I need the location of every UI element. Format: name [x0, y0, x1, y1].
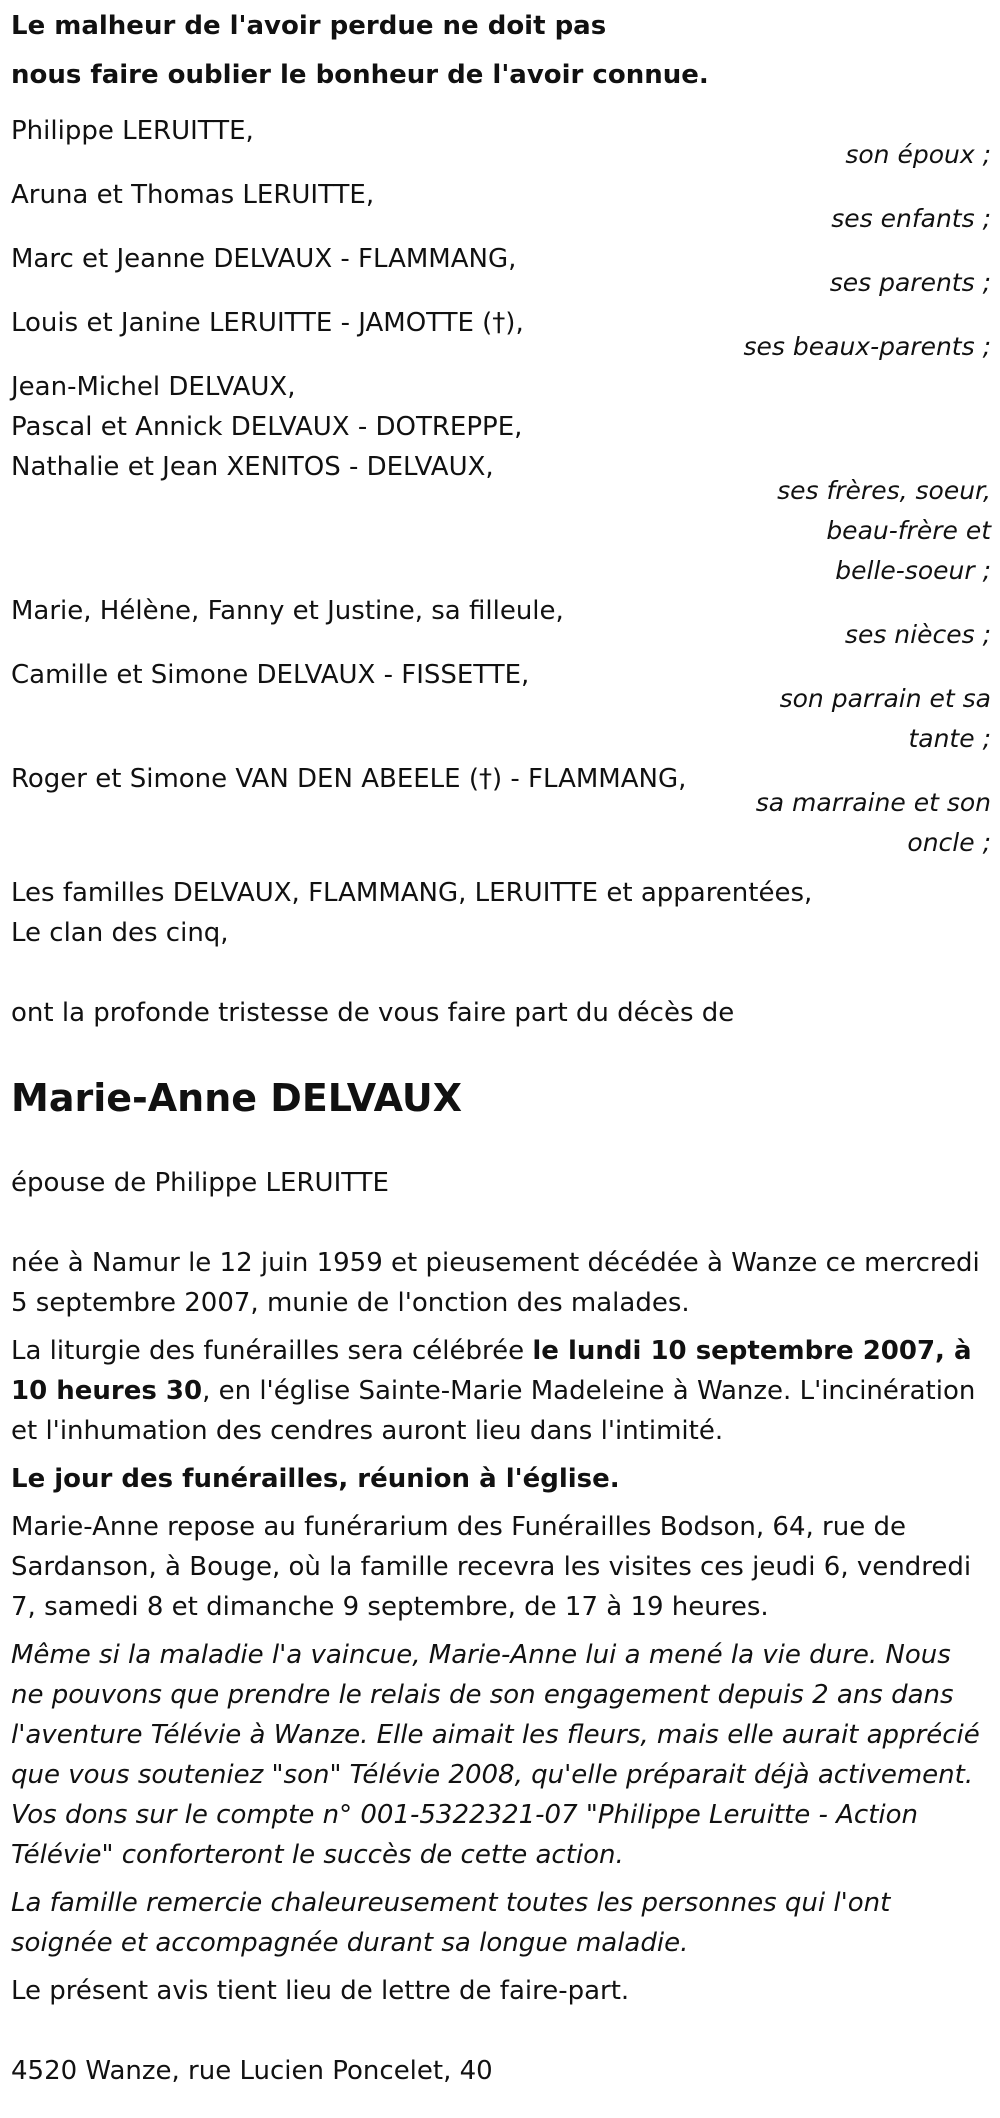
family-name-line: Pascal et Annick DELVAUX - DOTREPPE,: [11, 412, 523, 442]
address: 4520 Wanze, rue Lucien Poncelet, 40: [11, 2056, 493, 2086]
family-row: [11, 111, 991, 175]
family-role-line: ses parents ;: [829, 268, 991, 297]
epigraph: [11, 2, 991, 100]
family-role-line: belle-soeur ;: [835, 556, 991, 585]
thanks-paragraph: La famille remercie chaleureusement toutes les personnes qui l'ont soignée et accompagnée durant sa longue maladie.: [11, 1888, 891, 1958]
family-role: [721, 679, 991, 759]
family-name-line: Roger et Simone VAN DEN ABEELE (†) - FLAMMANG,: [11, 764, 687, 794]
epigraph-line: nous faire oublier le bonheur de l'avoir connue.: [11, 60, 709, 90]
family-role: [721, 615, 991, 655]
family-list: [11, 111, 991, 863]
family-name-line: Camille et Simone DELVAUX - FISSETTE,: [11, 660, 530, 690]
liturgy-text: , en l'église Sainte-Marie Madeleine à Wanze. L'incinération et l'inhumation des cendres auront lieu dans l'intimité.: [11, 1376, 976, 1446]
extended-family-line: Les familles DELVAUX, FLAMMANG, LERUITTE et apparentées,: [11, 878, 813, 908]
family-role-line: tante ;: [908, 724, 991, 753]
family-name-line: Philippe LERUITTE,: [11, 116, 254, 146]
family-role: [721, 263, 991, 303]
spouse-line: épouse de Philippe LERUITTE: [11, 1168, 389, 1198]
family-role: [681, 783, 991, 863]
family-name-line: Jean-Michel DELVAUX,: [11, 372, 296, 402]
family-row: [11, 759, 991, 863]
birth-death-paragraph: née à Namur le 12 juin 1959 et pieusement décédée à Wanze ce mercredi 5 septembre 2007, munie de l'onction des malades.: [11, 1248, 980, 1318]
family-row: [11, 367, 991, 591]
family-name-line: Nathalie et Jean XENITOS - DELVAUX,: [11, 452, 494, 482]
family-role: [721, 199, 991, 239]
liturgy-text: La liturgie des funérailles sera célébrée: [11, 1336, 533, 1366]
family-role-line: ses enfants ;: [831, 204, 991, 233]
family-name-line: Marc et Jeanne DELVAUX - FLAMMANG,: [11, 244, 517, 274]
visitation-paragraph: Marie-Anne repose au funérarium des Funérailles Bodson, 64, rue de Sardanson, à Bouge, où la famille recevra les visites ces jeudi 6, vendredi 7, samedi 8 et dimanche 9 septembre, de 17 à 19 heures.: [11, 1512, 972, 1622]
extended-family: [11, 873, 991, 953]
family-row: [11, 655, 991, 759]
family-name-line: Louis et Janine LERUITTE - JAMOTTE (†),: [11, 308, 524, 338]
family-role: [721, 471, 991, 591]
announcement: ont la profonde tristesse de vous faire part du décès de: [11, 998, 735, 1028]
family-role-line: ses frères, soeur,: [777, 476, 991, 505]
family-role-line: beau-frère et: [826, 516, 991, 545]
family-role: [721, 135, 991, 175]
family-role-line: sa marraine et son: [755, 788, 991, 817]
deceased-name: Marie-Anne DELVAUX: [11, 1076, 462, 1120]
family-role-line: oncle ;: [907, 828, 991, 857]
family-role-line: son parrain et sa: [779, 684, 991, 713]
family-role-line: ses beaux-parents ;: [743, 332, 991, 361]
family-names: [11, 367, 991, 487]
family-name-line: Aruna et Thomas LERUITTE,: [11, 180, 375, 210]
liturgy-date: le lundi 10 septembre 2007, à 10 heures 30: [11, 1336, 972, 1406]
televie-paragraph: Même si la maladie l'a vaincue, Marie-Anne lui a mené la vie dure. Nous ne pouvons que prendre le relais de son engagement depuis 2 ans dans l'aventure Télévie à Wanze. Elle aimait les fleurs, mais elle aurait apprécié que vous souteniez "son" Télévie 2008, qu'elle préparait déjà activement. Vos dons sur le compte n° 001-5322321-07 "Philippe Leruitte - Action Télévie" conforteront le succès de cette action.: [11, 1640, 980, 1870]
family-role: [721, 327, 991, 367]
family-role-line: ses nièces ;: [844, 620, 991, 649]
notice-paragraph: Le présent avis tient lieu de lettre de faire-part.: [11, 1976, 630, 2006]
family-row: [11, 591, 991, 655]
obituary-notice: [11, 0, 991, 2091]
family-role-line: son époux ;: [845, 140, 991, 169]
family-name-line: Marie, Hélène, Fanny et Justine, sa filleule,: [11, 596, 564, 626]
family-row: [11, 239, 991, 303]
extended-family-line: Le clan des cinq,: [11, 918, 229, 948]
meeting-paragraph: Le jour des funérailles, réunion à l'église.: [11, 1464, 620, 1494]
family-row: [11, 303, 991, 367]
liturgy-paragraph: [11, 1331, 991, 1451]
family-row: [11, 175, 991, 239]
epigraph-line: Le malheur de l'avoir perdue ne doit pas: [11, 11, 607, 41]
